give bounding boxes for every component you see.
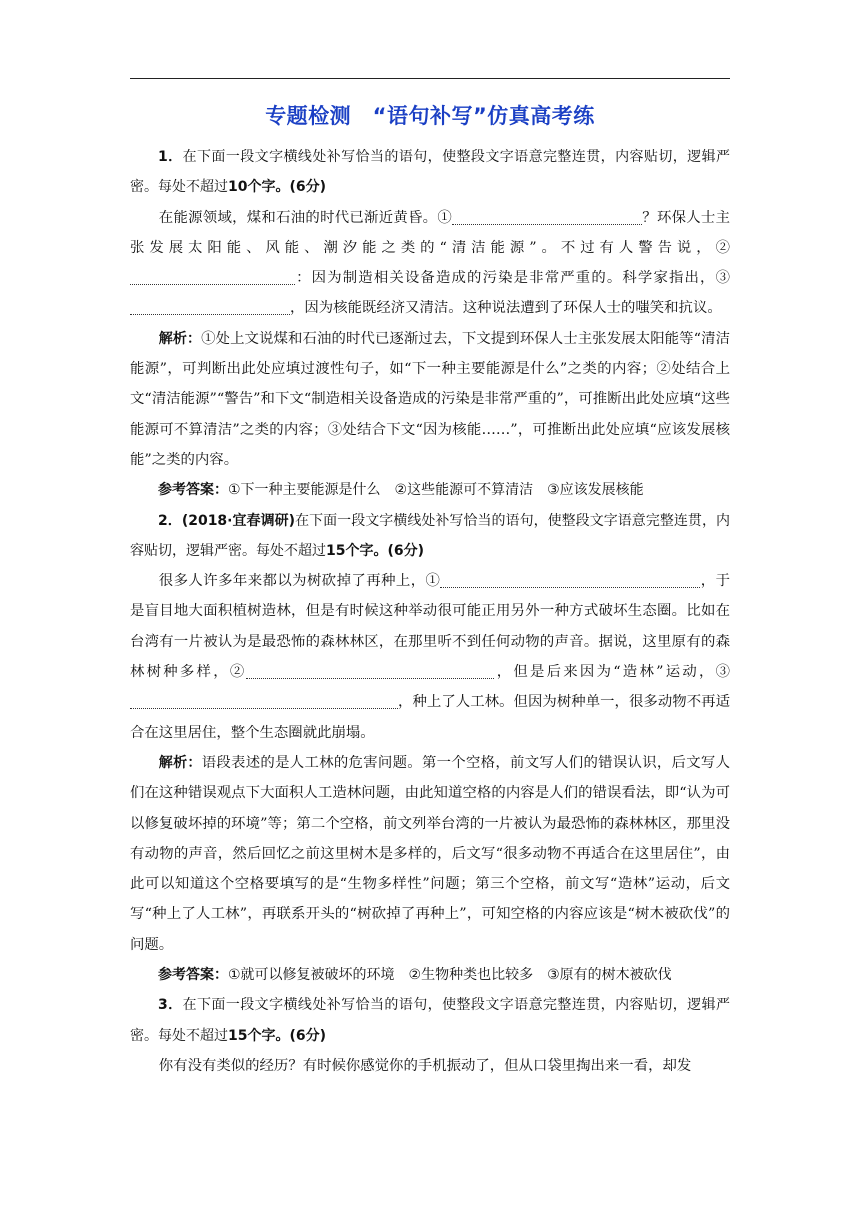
question-3-passage: 你有没有类似的经历？有时候你感觉你的手机振动了，但从口袋里掏出来一看，却发 (158, 1057, 692, 1074)
header-rule (130, 78, 730, 79)
question-3-stem: 3．在下面一段文字横线处补写恰当的语句，使整段文字语意完整连贯，内容贴切，逻辑严密。每处不超过15个字。(6分) (130, 997, 730, 1044)
question-2-analysis: 解析：语段表述的是人工林的危害问题。第一个空格，前文写人们的错误认识，后文写人们在这种错误观点下大面积人工造林问题，由此知道空格的内容是人们的错误看法，即“认为可以修复破坏掉的环境”等；第二个空格，前文列举台湾的一片被认为最恐怖的森林林区，那里没有动物的声音，然后回忆之前这里树木是多样的，后文写“很多动物不再适合在这里居住”，由此可以知道这个空格要填写的是“生物多样性”问题；第三个空格，前文写“造林”运动，后文写“种上了人工林”，再联系开头的“树砍掉了再种上”，可知空格的内容应该是“树木被砍伐”的问题。 (130, 754, 730, 953)
page-title: 专题检测 “语句补写”仿真高考练 (265, 104, 595, 128)
question-2-passage: 很多人许多年来都以为树砍掉了再种上，① ，于是盲目地大面积植树造林，但是有时候这种举动很可能正用另外一种方式破坏生态圈。比如在台湾有一片被认为是最恐怖的森林林区，在那里听不到任何动物的声音。据说，这里原有的森林树种多样，② ，但是后来因为“造林”运动，③，种上了人工林。但因为树种单一，很多动物不再适合在这里居住，整个生态圈就此崩塌。 (130, 573, 730, 741)
blank-2[interactable] (246, 664, 494, 679)
blank-1[interactable] (452, 209, 642, 224)
question-1-stem: 1．在下面一段文字横线处补写恰当的语句，使整段文字语意完整连贯，内容贴切，逻辑严密。每处不超过10个字。(6分) (130, 149, 730, 196)
question-1-passage: 在能源领域，煤和石油的时代已渐近黄昏。① ？环保人士主张发展太阳能、风能、潮汐能之类的“清洁能源”。不过有人警告说，②：因为制造相关设备造成的污染是非常严重的。科学家指出，③，因为核能既经济又清洁。这种说法遭到了环保人士的嗤笑和抗议。 (130, 209, 730, 317)
blank-3[interactable] (130, 694, 398, 709)
question-1-answer: 参考答案：①下一种主要能源是什么 ②这些能源可不算清洁 ③应该发展核能 (158, 482, 644, 499)
document-body (130, 142, 730, 1081)
question-2-answer: 参考答案：①就可以修复被破坏的环境 ②生物种类也比较多 ③原有的树木被砍伐 (158, 967, 672, 984)
question-2-stem: 2．(2018·宜春调研)在下面一段文字横线处补写恰当的语句，使整段文字语意完整连贯，内容贴切，逻辑严密。每处不超过15个字。(6分) (130, 512, 730, 559)
blank-3[interactable] (130, 300, 290, 315)
question-1-analysis: 解析：①处上文说煤和石油的时代已逐渐过去，下文提到环保人士主张发展太阳能等“清洁能源”，可判断出此处应填过渡性句子，如“下一种主要能源是什么”之类的内容；②处结合上文“清洁能源”“警告”和下文“制造相关设备造成的污染是非常严重的”，可推断出此处应填“这些能源可不算清洁”之类的内容；③处结合下文“因为核能……”，可推断出此处应填“应该发展核能”之类的内容。 (130, 330, 730, 468)
blank-2[interactable] (130, 270, 295, 285)
blank-1[interactable] (440, 573, 700, 588)
